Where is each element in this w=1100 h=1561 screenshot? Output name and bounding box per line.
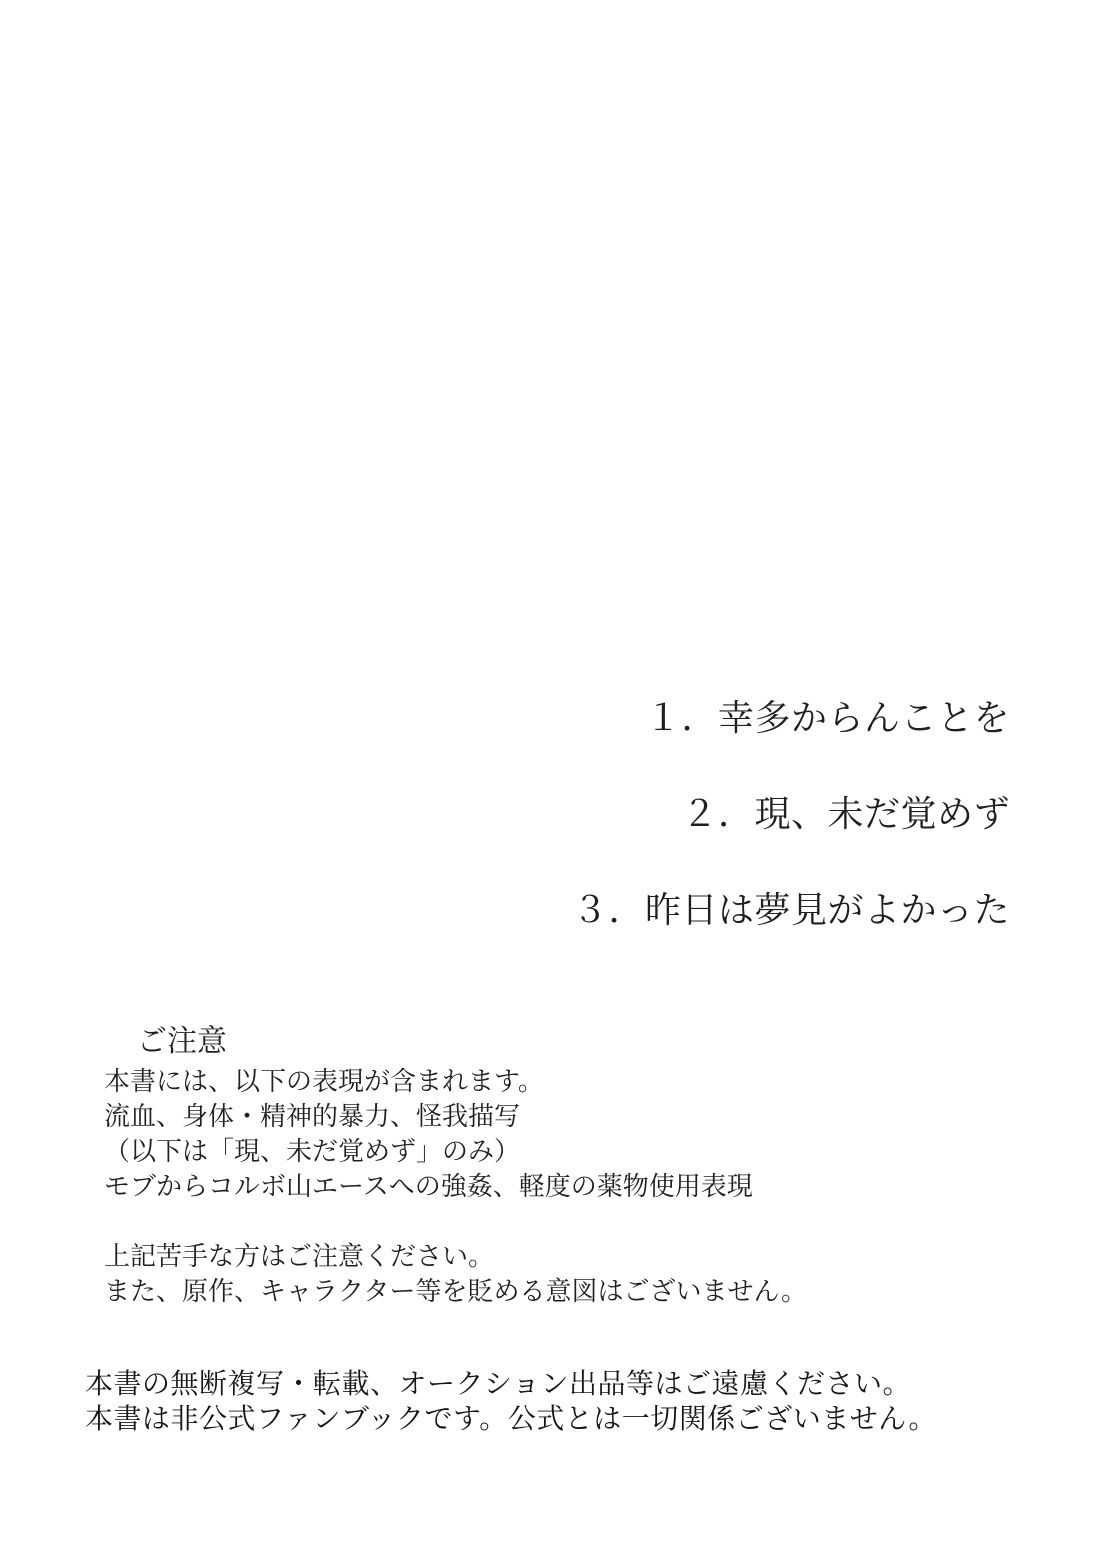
unofficial-fanbook-line: 本書は非公式ファンブックです。公式とは一切関係ございません。 — [85, 1403, 937, 1434]
toc-item-2: ２．現、未だ覚めず — [681, 794, 1010, 834]
toc-item-3: ３．昨日は夢見がよかった — [571, 890, 1010, 930]
content-warning-line: 本書には、以下の表現が含まれます。 — [104, 1067, 544, 1096]
content-warning-section — [104, 1022, 807, 1309]
content-warning-line: （以下は「現、未だ覚めず」のみ） — [104, 1137, 521, 1166]
paragraph-gap — [104, 1204, 807, 1239]
toc-item-1: １．幸多からんことを — [644, 698, 1010, 738]
copyright-line: 本書の無断複写・転載、オークション出品等はご遠慮ください。 — [85, 1368, 911, 1399]
content-warning-line: モブからコルボ山エースへの強姦、軽度の薬物使用表現 — [104, 1172, 753, 1201]
content-warning-heading: ご注意 — [137, 1025, 227, 1058]
copyright-disclaimer — [85, 1366, 937, 1436]
content-warning-line: 上記苦手な方はご注意ください。 — [104, 1242, 495, 1271]
content-warning-line: 流血、身体・精神的暴力、怪我描写 — [104, 1102, 521, 1131]
table-of-contents — [572, 698, 1010, 930]
content-warning-line: また、原作、キャラクター等を貶める意図はございません。 — [104, 1277, 808, 1306]
